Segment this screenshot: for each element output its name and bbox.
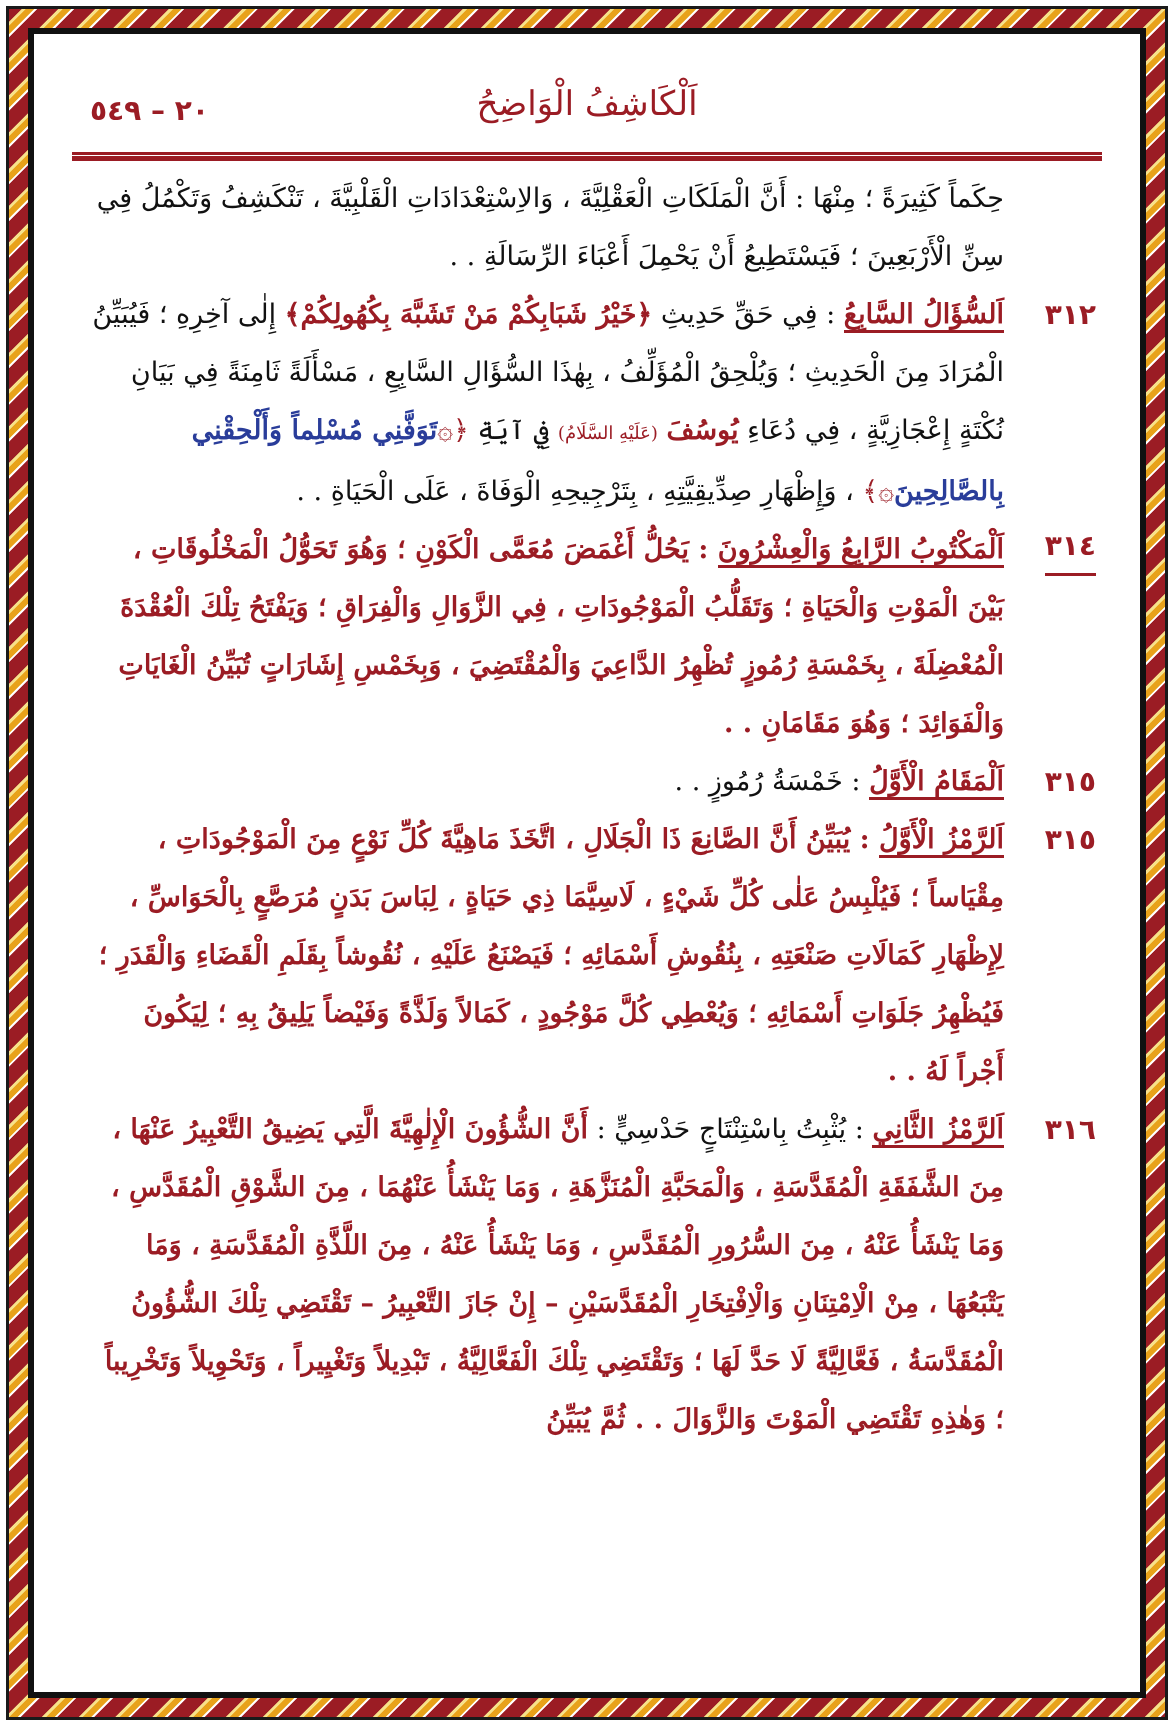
page-content (60, 170, 1114, 1449)
paragraph-continuation (60, 170, 1114, 286)
text-segment: : يُثْبِتُ بِاسْتِنْتَاجٍ حَدْسِيٍّ : (596, 1114, 864, 1145)
paragraph-number: ٣١٦ (1044, 1113, 1096, 1146)
paragraph-text (118, 534, 1004, 739)
paragraph-312 (60, 286, 1114, 521)
section-heading: اَلسُّؤَالُ السَّابِعُ (844, 299, 1004, 333)
section-heading: اَلْمَقَامُ الْأَوَّلُ (869, 766, 1004, 800)
text-segment: : يُبَيِّنُ أَنَّ الصَّانِعَ ذَا الْجَلَالِ ، اتَّخَذَ مَاهِيَّةَ كُلِّ نَوْعٍ مِنَ الْمَوْجُودَاتِ ، مِقْيَاساً ؛ فَيُلْبِسُ عَلٰى كُلِّ شَيْءٍ ، لَاسِيَّمَا ذِي حَيَاةٍ ، لِبَاسَ بَدَنٍ مُرَصَّعٍ بِالْحَوَاسِّ ، لِإِظْهَارِ كَمَالَاتِ صَنْعَتِهِ ، بِنُقُوشِ أَسْمَائِهِ ؛ فَيَصْنَعُ عَلَيْهِ ، نُقُوشاً بِقَلَمِ الْقَضَاءِ وَالْقَدَرِ ؛ فَيُظْهِرُ جَلَوَاتِ أَسْمَائِهِ ؛ وَيُعْطِي كُلَّ مَوْجُودٍ ، كَمَالاً وَلَذَّةً وَفَيْضاً يَلِيقُ بِهِ ؛ لِيَكُونَ أَجْراً لَهُ . . (98, 824, 1004, 1087)
ornate-bracket-close-icon: ﴾ (284, 299, 301, 330)
ayah-bracket-open-icon: ﴿۞ (437, 415, 469, 446)
text-segment: أَنَّ الشُّؤُونَ الْإِلٰهِيَّةَ الَّتِي يَضِيقُ التَّعْبِيرُ عَنْهَا ، مِنَ الشَّفَقَةِ الْمُقَدَّسَةِ ، وَالْمَحَبَّةِ الْمُنَزَّهَةِ ، وَمَا يَنْشَأُ عَنْهُمَا ، مِنَ الشَّوْقِ الْمُقَدَّسِ ، وَمَا يَنْشَأُ عَنْهُ ، مِنَ السُّرُورِ الْمُقَدَّسِ ، وَمَا يَنْشَأُ عَنْهُ ، مِنَ اللَّذَّةِ الْمُقَدَّسَةِ ، وَمَا يَتْبَعُهَا ، مِنْ الْاِمْتِنَانِ وَالْاِفْتِخَارِ الْمُقَدَّسَيْنِ – إِنْ جَازَ التَّعْبِيرُ – تَقْتَضِي تِلْكَ الشُّؤُونُ الْمُقَدَّسَةُ ، فَعَّالِيَّةً لَا حَدَّ لَهَا ؛ وَتَقْتَضِي تِلْكَ الْفَعَّالِيَّةُ ، تَبْدِيلاً وَتَغْيِيراً ، وَتَحْوِيلاً وَتَخْرِيباً ؛ وَهٰذِهِ تَقْتَضِي الْمَوْتَ وَالزَّوَالَ . . ثُمَّ يُبَيِّنُ (104, 1114, 1004, 1435)
text-segment: فِي آيَةِ (477, 415, 550, 446)
paragraph-316 (60, 1101, 1114, 1449)
paragraph-315-maqam (60, 753, 1114, 811)
ornate-bracket-open-icon: ﴿ (636, 299, 653, 330)
paragraph-314 (60, 521, 1114, 753)
book-page (60, 60, 1114, 1670)
paragraph-315-ramz (60, 811, 1114, 1101)
section-heading: اَلْمَكْتُوبُ الرَّابِعُ وَالْعِشْرُونَ (718, 534, 1004, 568)
book-title: اَلْكَاشِفُ الْوَاضِحُ (476, 84, 698, 124)
hadith-quote: خَيْرُ شَبَابِكُمْ مَنْ تَشَبَّهَ بِكُهُولِكُمْ (300, 299, 637, 330)
paragraph-number: ٣١٢ (1044, 298, 1096, 331)
ayah-bracket-close-icon: ۞﴾ (862, 476, 895, 507)
header-double-rule (72, 152, 1102, 161)
paragraph-number: ٣١٤ (1045, 521, 1096, 576)
prophet-name: يُوسُفَ (666, 415, 739, 446)
text-segment: : خَمْسَةُ رُمُوزٍ . . (674, 766, 861, 797)
paragraph-text (99, 824, 1004, 1087)
honorific-calligraphy-icon: (عَلَيْهِ السَّلَامُ) (557, 423, 658, 444)
text-segment: : فِي حَقِّ حَدِيثِ (660, 299, 836, 330)
paragraph-number: ٣١٥ (1044, 823, 1096, 856)
page-header (72, 84, 1102, 144)
paragraph-text (92, 299, 1004, 507)
text-segment: : يَحُلُّ أَغْمَضَ مُعَمَّى الْكَوْنِ ؛ وَهُوَ تَحَوُّلُ الْمَخْلُوقَاتِ ، بَيْنَ الْمَوْتِ وَالْحَيَاةِ ؛ وَتَقَلُّبُ الْمَوْجُودَاتِ ، فِي الزَّوَالِ وَالْفِرَاقِ ؛ وَيَفْتَحُ تِلْكَ الْعُقْدَةَ الْمُعْضِلَةَ ، بِخَمْسَةِ رُمُوزٍ تُظْهِرُ الدَّاعِيَ وَالْمُقْتَضِيَ ، وَبِخَمْسِ إِشَارَاتٍ تُبَيِّنُ الْغَايَاتِ وَالْفَوَائِدَ ؛ وَهُوَ مَقَامَانِ . . (118, 534, 1004, 739)
paragraph-text: حِكَماً كَثِيرَةً ؛ مِنْهَا : أَنَّ الْمَلَكَاتِ الْعَقْلِيَّةَ ، وَالاِسْتِعْدَادَاتِ الْقَلْبِيَّةَ ، تَنْكَشِفُ وَتَكْمُلُ فِي سِنِّ الْأَرْبَعِينَ ؛ فَيَسْتَطِيعُ أَنْ يَحْمِلَ أَعْبَاءَ الرِّسَالَةِ . . (96, 183, 1004, 272)
page-reference: ٢٠ – ٥٤٩ (90, 94, 209, 127)
text-segment: ، وَإِظْهَارِ صِدِّيقِيَّتِهِ ، بِتَرْجِيحِهِ الْوَفَاةَ ، عَلَى الْحَيَاةِ . . (296, 476, 854, 507)
section-heading: اَلرَّمْزُ الْأَوَّلُ (879, 824, 1004, 858)
paragraph-text (105, 1114, 1004, 1435)
paragraph-number: ٣١٥ (1044, 765, 1096, 798)
text-segment: إِلٰى آخِرِهِ ؛ فَيُبَيِّنُ الْمُرَادَ مِنَ الْحَدِيثِ ؛ وَيُلْحِقُ الْمُؤَلِّفُ ، بِهٰذَا السُّؤَالِ السَّابِعِ ، مَسْأَلَةً ثَامِنَةً فِي بَيَانِ نُكْتَةٍ إِعْجَازِيَّةٍ ، فِي دُعَاءِ (92, 299, 1004, 446)
quran-verse: تَوَفَّنِي مُسْلِماً وَأَلْحِقْنِي بِالصَّالِحِينَ (191, 415, 1004, 507)
section-heading: اَلرَّمْزُ الثَّانِي (872, 1114, 1004, 1148)
paragraph-text (675, 766, 1004, 800)
